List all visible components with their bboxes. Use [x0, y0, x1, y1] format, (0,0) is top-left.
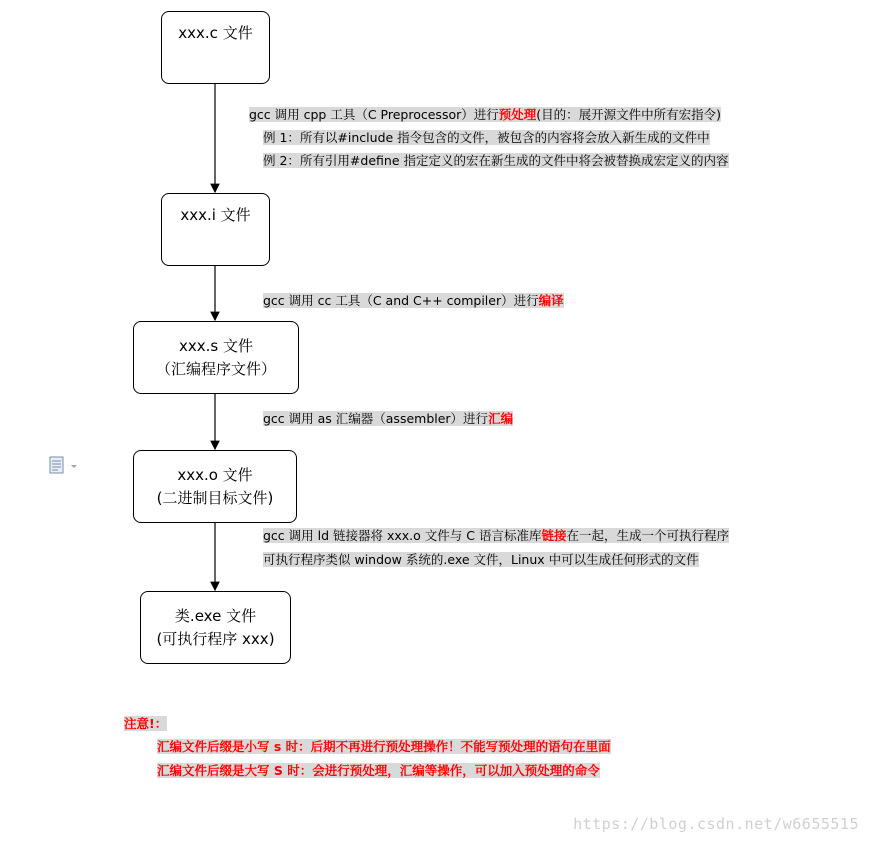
o-file-label: xxx.o 文件: [177, 465, 253, 484]
notice-title: [124, 715, 167, 733]
preprocess-example-2: [263, 152, 729, 170]
link-highlight: 链接: [541, 528, 567, 543]
notice-line-2: [157, 762, 600, 780]
s-file-box: [133, 321, 299, 394]
assemble-prefix: gcc 调用 as 汇编器（assembler）进行: [263, 411, 489, 426]
o-file-box: [133, 450, 297, 523]
notice-line-1-text: 汇编文件后缀是小写 s 时：后期不再进行预处理操作！不能写预处理的语句在里面: [157, 739, 611, 754]
exe-file-box: [140, 591, 291, 664]
compile-highlight: 编译: [538, 293, 564, 308]
assemble-note: [263, 410, 513, 428]
c-file-box: [161, 11, 270, 84]
compile-prefix: gcc 调用 cc 工具（C and C++ compiler）进行: [263, 293, 539, 308]
document-icon[interactable]: [49, 456, 81, 480]
link-suffix: 在一起，生成一个可执行程序: [566, 528, 729, 543]
notice-line-1: [157, 738, 611, 756]
compile-note: [263, 292, 564, 310]
c-file-label: xxx.c 文件: [178, 24, 253, 42]
preprocess-note: [249, 106, 721, 124]
i-file-box: [161, 193, 270, 266]
o-file-desc: (二进制目标文件): [156, 488, 274, 507]
i-file-label: xxx.i 文件: [180, 206, 251, 224]
preprocess-highlight: 预处理: [498, 107, 537, 122]
preprocess-example-2-text: 例 2：所有引用#define 指定定义的宏在新生成的文件中将会被替换成宏定义的内容: [263, 153, 729, 168]
s-file-desc: （汇编程序文件）: [155, 359, 276, 378]
link-line2-text: 可执行程序类似 window 系统的.exe 文件，Linux 中可以生成任何形式的文件: [263, 552, 699, 567]
preprocess-suffix: (目的：展开源文件中所有宏指令): [536, 107, 722, 122]
link-prefix: gcc 调用 ld 链接器将 xxx.o 文件与 C 语言标准库: [263, 528, 542, 543]
exe-file-label: 类.exe 文件: [174, 606, 257, 625]
notice-title-text: 注意!：: [124, 716, 168, 731]
notice-line-2-text: 汇编文件后缀是大写 S 时：会进行预处理，汇编等操作，可以加入预处理的命令: [157, 763, 600, 778]
link-note-line2: [263, 551, 699, 569]
watermark: https://blog.csdn.net/w6655515: [573, 815, 859, 833]
s-file-label: xxx.s 文件: [179, 336, 253, 355]
assemble-highlight: 汇编: [488, 411, 514, 426]
exe-file-desc: (可执行程序 xxx): [156, 629, 275, 648]
preprocess-example-1: [263, 129, 710, 147]
preprocess-example-1-text: 例 1：所有以#include 指令包含的文件，被包含的内容将会放入新生成的文件中: [263, 130, 710, 145]
link-note: [263, 527, 729, 545]
preprocess-prefix: gcc 调用 cpp 工具（C Preprocessor）进行: [249, 107, 499, 122]
